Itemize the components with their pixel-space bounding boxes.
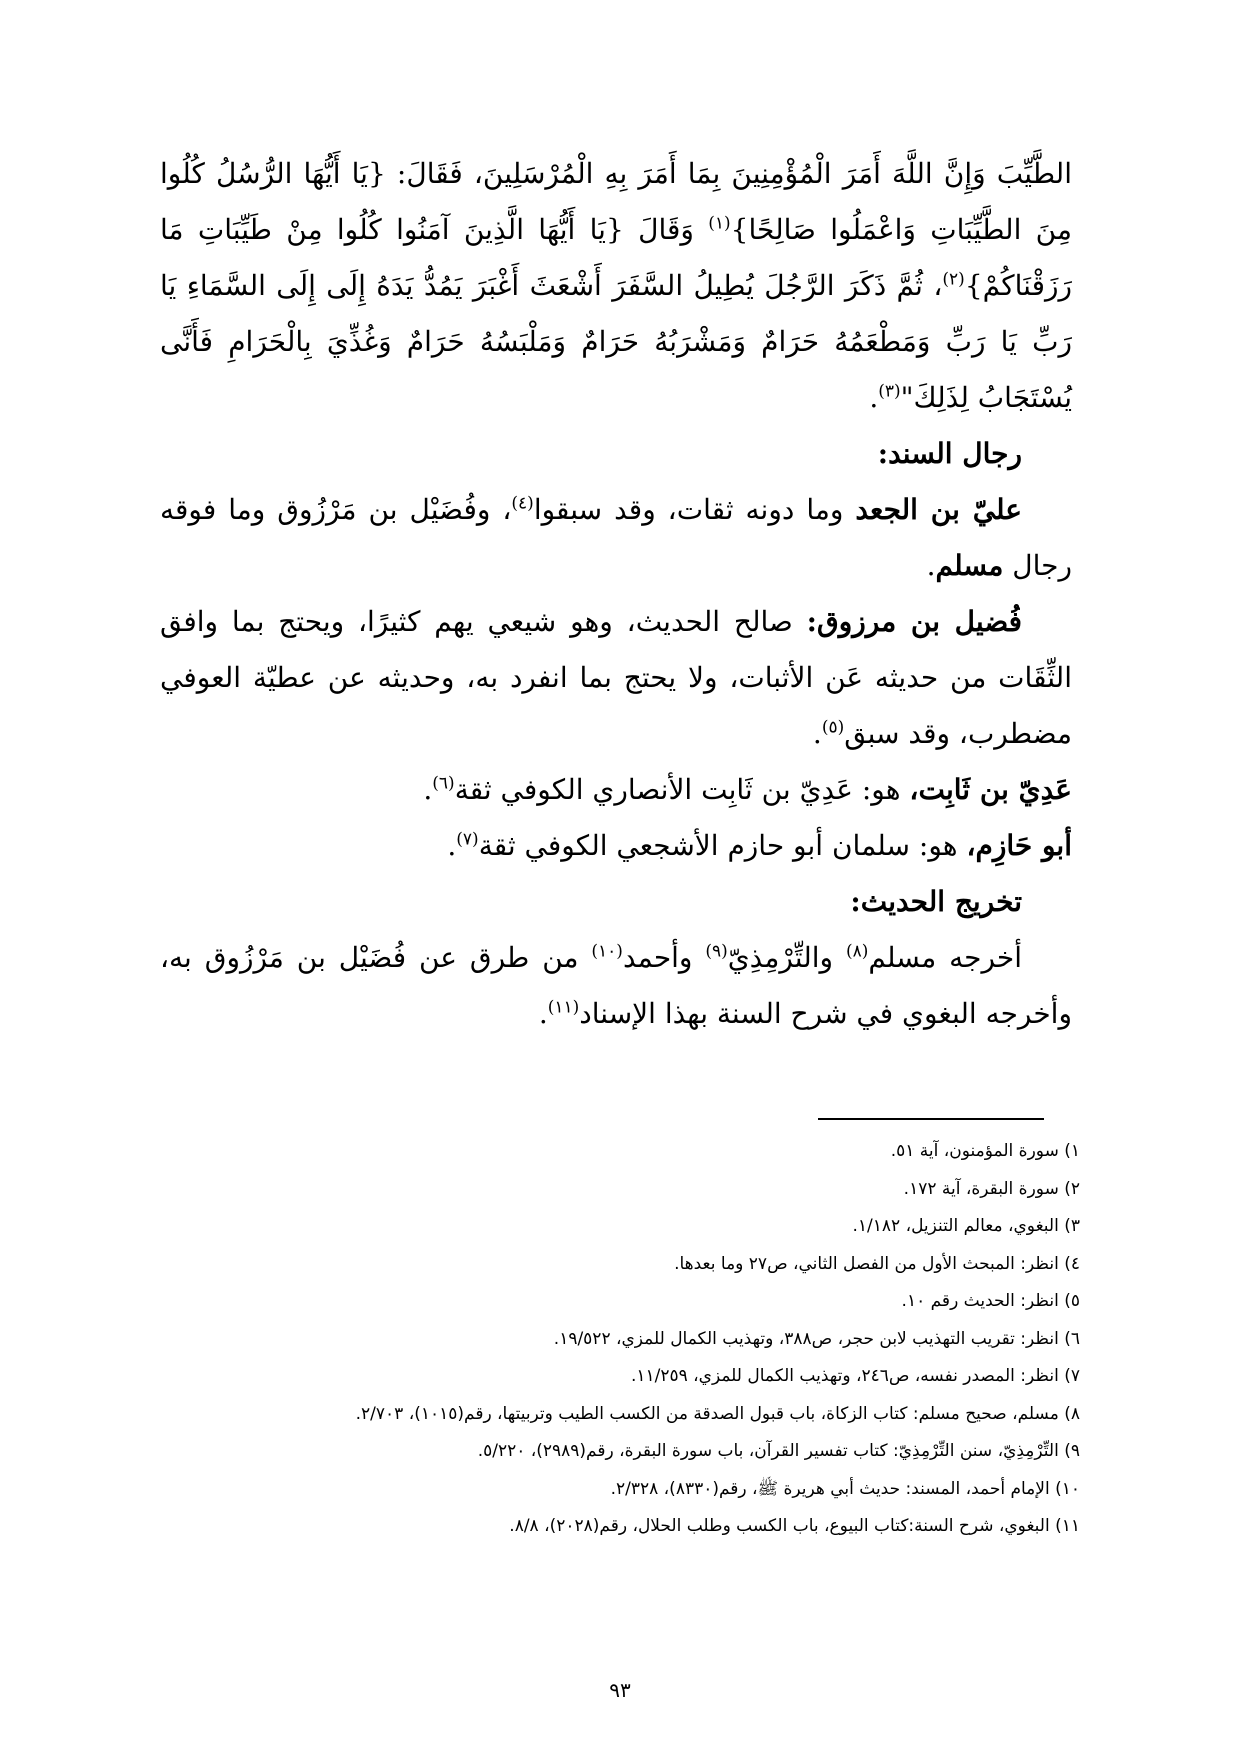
takhrij-text-a: أخرجه مسلم bbox=[868, 941, 1022, 974]
hadith-text-1: الطَّيِّبَ وَإِنَّ اللَّهَ أَمَرَ الْمُؤْمِنِينَ بِمَا أَمَرَ بِهِ الْمُرْسَلِينَ، فَقَالَ: {يَا أَيُّهَا الرُّسُلُ كُلُوا مِنَ الطَّيِّبَاتِ وَاعْمَلُوا صَالِحًا} bbox=[160, 157, 1072, 246]
takhrij-end: . bbox=[538, 997, 548, 1030]
footnote-ref-10[interactable]: (١٠) bbox=[591, 941, 623, 962]
hadith-paragraph bbox=[160, 146, 1072, 426]
narrators-end: . bbox=[926, 549, 936, 582]
footnote-5: ٥) انظر: الحديث رقم ١٠. bbox=[901, 1291, 1080, 1311]
heading-takhrij: تخريج الحديث: bbox=[850, 885, 1022, 918]
fudayl-paragraph bbox=[160, 594, 1072, 762]
narrator-name-adiy: عَدِيّ بن ثَابِت، bbox=[909, 773, 1072, 806]
adiy-line bbox=[160, 762, 1072, 818]
narrator-name-ali: عليّ بن الجعد bbox=[855, 493, 1023, 526]
adiy-text: هو: عَدِيّ بن ثَابِت الأنصاري الكوفي ثقة bbox=[454, 773, 910, 806]
adiy-end: . bbox=[423, 773, 433, 806]
narrators-paragraph bbox=[160, 482, 1072, 594]
footnote-9: ٩) التِّرْمِذِيّ، سنن التِّرْمِذِيّ: كتاب تفسير القرآن، باب سورة البقرة، رقم(٢٩٨٩)، ٥/٢٢٠. bbox=[477, 1441, 1080, 1461]
heading-rijal-al-sanad: رجال السند: bbox=[877, 437, 1022, 470]
abu-hazim-end: . bbox=[447, 829, 457, 862]
takhrij-text-b: والتِّرْمِذِيّ bbox=[727, 941, 846, 974]
footnote-11: ١١) البغوي، شرح السنة:كتاب البيوع، باب الكسب وطلب الحلال، رقم(٢٠٢٨)، ٨/٨. bbox=[509, 1516, 1080, 1536]
footnote-4: ٤) انظر: المبحث الأول من الفصل الثاني، ص٢٧ وما بعدها. bbox=[674, 1253, 1080, 1274]
abu-hazim-line bbox=[160, 818, 1072, 874]
footnote-ref-3[interactable]: (٣) bbox=[878, 381, 901, 402]
footnote-ref-5[interactable]: (٥) bbox=[821, 717, 845, 738]
narrators-text-2: ، وفُضَيْل بن مَرْزُوق وما فوقه رجال bbox=[160, 493, 1072, 582]
footnote-ref-8[interactable]: (٨) bbox=[845, 941, 869, 962]
footnote-ref-11[interactable]: (١١) bbox=[547, 997, 580, 1018]
footnotes bbox=[160, 1133, 1080, 1546]
fudayl-text: صالح الحديث، وهو شيعي يهم كثيرًا، ويحتج بما وافق الثِّقَات من حديثه عَن الأثبات، ولا يحتج بما انفرد به، وحديثه عن عطيّة العوفي مضطرب، وقد سبق bbox=[160, 605, 1072, 750]
takhrij-paragraph bbox=[160, 930, 1072, 1042]
takhrij-text-d: من طرق عن فُضَيْل بن مَرْزُوق به، وأخرجه البغوي في شرح السنة بهذا الإسناد bbox=[160, 941, 1072, 1030]
narrator-name-abu-hazim: أبو حَازِم، bbox=[966, 829, 1072, 862]
narrator-name-fudayl: فُضيل بن مرزوق: bbox=[806, 605, 1023, 638]
hadith-end: . bbox=[869, 381, 879, 414]
footnote-10: ١٠) الإمام أحمد، المسند: حديث أبي هريرة ﷺ، رقم(٨٣٣٠)، ٢/٣٢٨. bbox=[610, 1478, 1080, 1499]
footnote-ref-6[interactable]: (٦) bbox=[432, 773, 455, 794]
footnote-ref-7[interactable]: (٧) bbox=[456, 829, 479, 850]
hadith-text-3: ، ثُمَّ ذَكَرَ الرَّجُلَ يُطِيلُ السَّفَرَ أَشْعَثَ أَغْبَرَ يَمُدُّ يَدَهُ إِلَى إِلَى السَّمَاءِ يَا رَبِّ يَا رَبِّ وَمَطْعَمُهُ حَرَامٌ وَمَشْرَبُهُ حَرَامٌ وَمَلْبَسُهُ حَرَامٌ وَغُذِّيَ بِالْحَرَامِ فَأَنَّى يُسْتَجَابُ لِذَلِكَ" bbox=[160, 269, 1072, 414]
narrators-text-1: وما دونه ثقات، وقد سبقوا bbox=[533, 493, 856, 526]
footnote-ref-1[interactable]: (١) bbox=[708, 213, 731, 234]
footnote-2: ٢) سورة البقرة، آية ١٧٢. bbox=[903, 1178, 1080, 1199]
footnote-ref-9[interactable]: (٩) bbox=[705, 941, 728, 962]
hadith-text-2: وَقَالَ {يَا أَيُّهَا الَّذِينَ آمَنُوا كُلُوا مِنْ طَيِّبَاتِ مَا رَزَقْنَاكُمْ} bbox=[160, 213, 1072, 302]
footnote-ref-4[interactable]: (٤) bbox=[511, 493, 534, 514]
main-text bbox=[160, 146, 1072, 1042]
footnote-8: ٨) مسلم، صحيح مسلم: كتاب الزكاة، باب قبول الصدقة من الكسب الطيب وتربيتها، رقم(١٠١٥)، ٢/٧٠٣. bbox=[355, 1403, 1080, 1424]
footnote-3: ٣) البغوي، معالم التنزيل، ١/١٨٢. bbox=[852, 1216, 1080, 1236]
abu-hazim-text: هو: سلمان أبو حازم الأشجعي الكوفي ثقة bbox=[478, 829, 967, 862]
takhrij-text-c: وأحمد bbox=[622, 941, 706, 974]
page-number: ٩٣ bbox=[609, 1678, 631, 1702]
footnote-7: ٧) انظر: المصدر نفسه، ص٢٤٦، وتهذيب الكمال للمزي، ١١/٢٥٩. bbox=[630, 1366, 1080, 1386]
footnote-separator bbox=[818, 1118, 1044, 1120]
narrators-bold-muslim: مسلم bbox=[935, 549, 1004, 582]
footnote-6: ٦) انظر: تقريب التهذيب لابن حجر، ص٣٨٨، وتهذيب الكمال للمزي، ١٩/٥٢٢. bbox=[553, 1328, 1080, 1349]
fudayl-end: . bbox=[812, 717, 822, 750]
footnote-ref-2[interactable]: (٢) bbox=[942, 269, 965, 290]
footnote-1: ١) سورة المؤمنون، آية ٥١. bbox=[890, 1141, 1080, 1161]
